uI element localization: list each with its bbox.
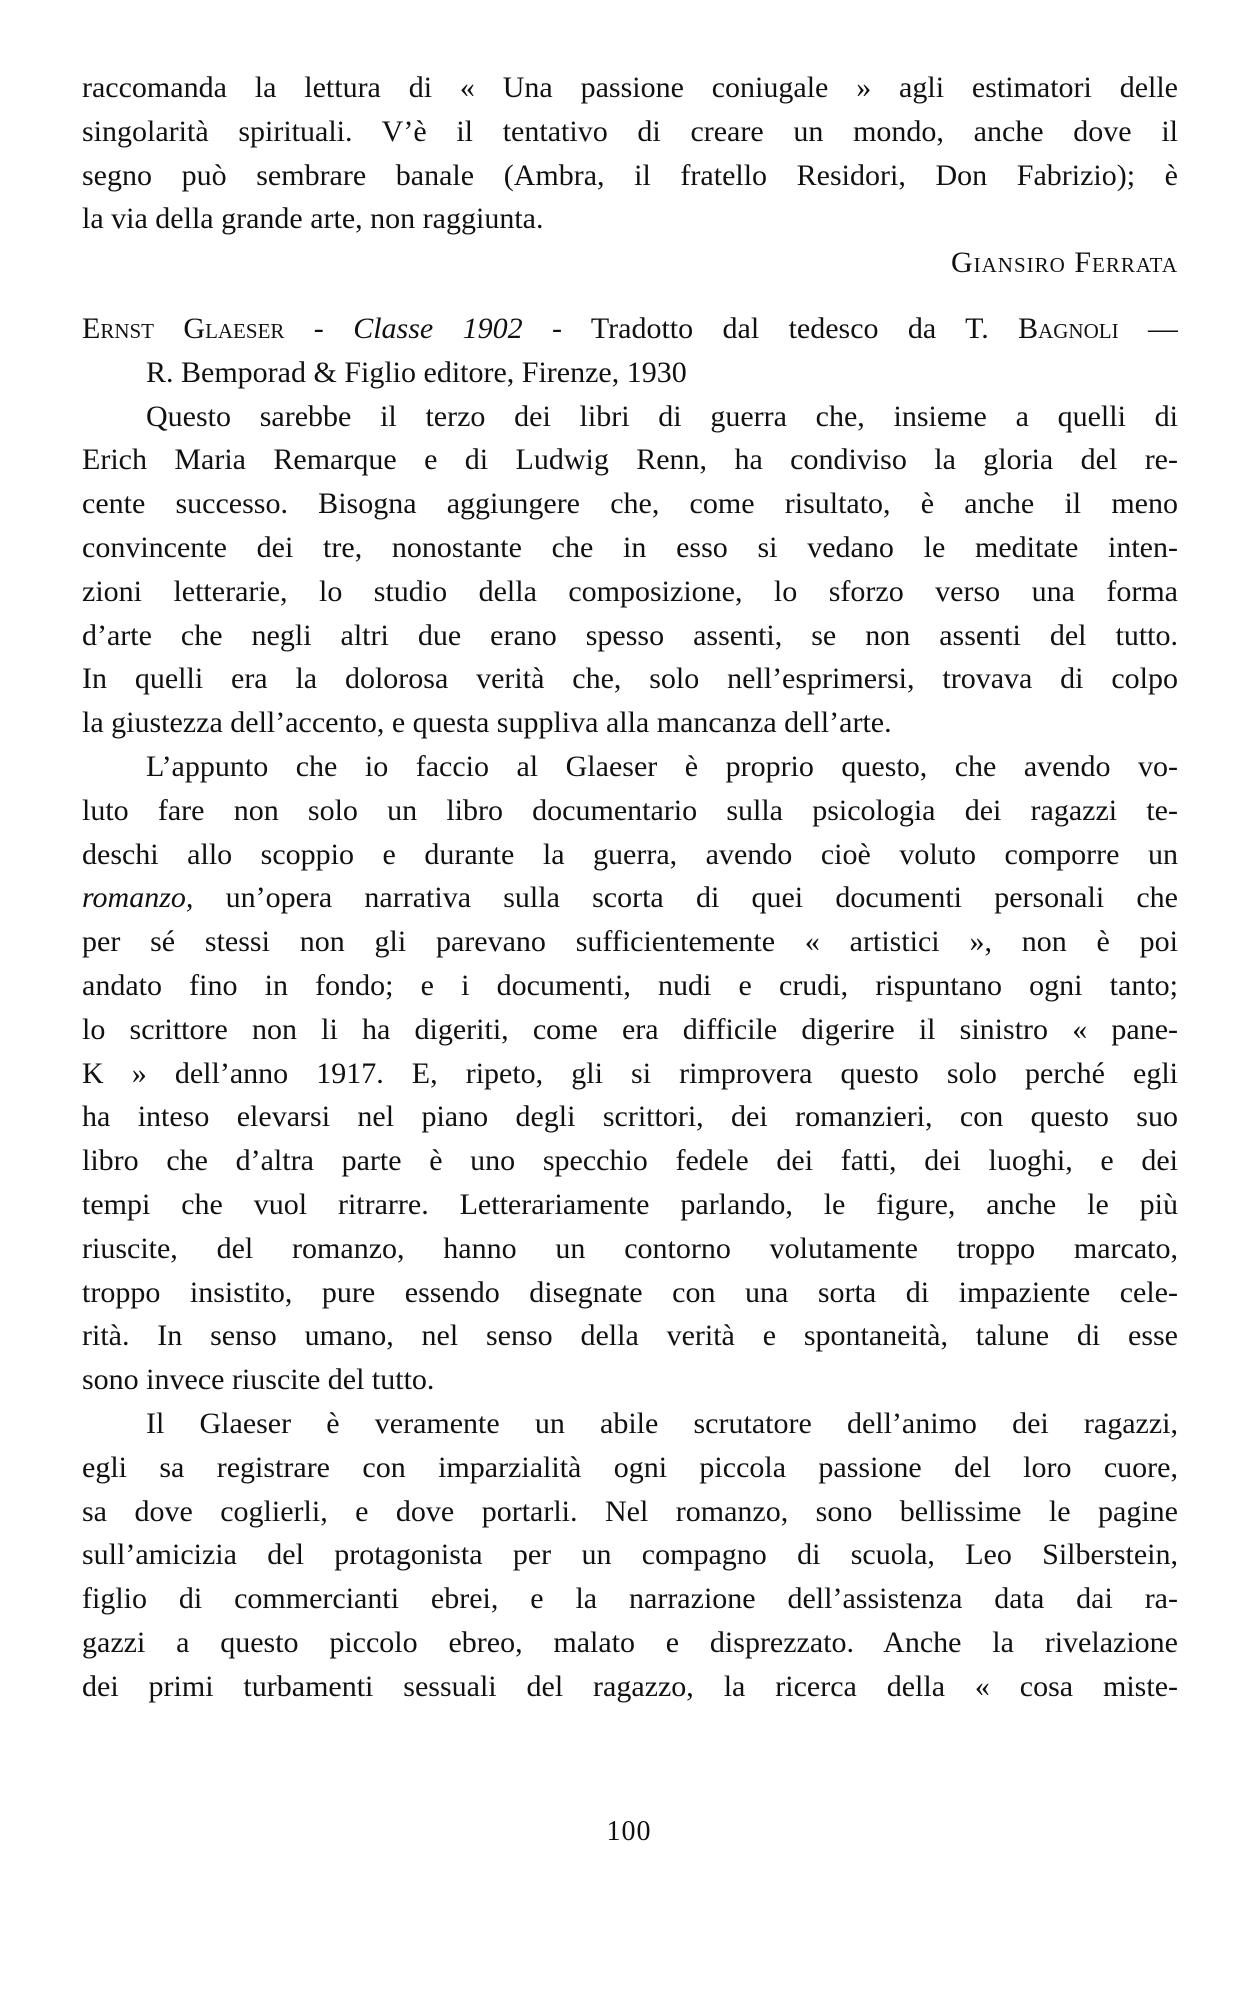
paragraph-3 — [82, 1402, 1178, 1709]
page-body — [82, 66, 1178, 1708]
text-line — [82, 876, 1178, 920]
text-line: egli sa registrare con imparzialità ogni piccola passione del loro cuore, — [82, 1450, 1178, 1484]
page-number: 100 — [606, 1816, 652, 1847]
text-line: tempi che vuol ritrarre. Letterariamente parlando, le figure, anche le più — [82, 1187, 1178, 1221]
text-line: singolarità spirituali. V’è il tentativo di creare un mondo, anche dove il — [82, 114, 1178, 148]
text-line: ha inteso elevarsi nel piano degli scrittori, dei romanzieri, con questo suo — [82, 1100, 1178, 1134]
text-line: Il Glaeser è veramente un abile scrutatore dell’animo dei ragazzi, — [146, 1406, 1178, 1440]
text-line: troppo insistito, pure essendo disegnate con una sorta di impaziente cele- — [82, 1275, 1178, 1309]
text-line: Erich Maria Remarque e di Ludwig Renn, ha condiviso la gloria del re- — [82, 443, 1178, 477]
review-publisher: R. Bemporad & Figlio editore, Firenze, 1930 — [146, 355, 687, 389]
text-line: la giustezza dell’accento, e questa suppliva alla mancanza dell’arte. — [82, 706, 892, 740]
text-line: segno può sembrare banale (Ambra, il fratello Residori, Don Fabrizio); è — [82, 158, 1178, 192]
text-line: In quelli era la dolorosa verità che, solo nell’esprimersi, trovava di colpo — [82, 662, 1178, 696]
review-separator: - — [284, 311, 354, 345]
text-line: d’arte che negli altri due erano spesso assenti, se non assenti del tutto. — [82, 618, 1178, 652]
signature: Giansiro Ferrata — [950, 246, 1178, 280]
text-line: figlio di commercianti ebrei, e la narrazione dell’assistenza data dai ra- — [82, 1582, 1178, 1616]
text-line: sull’amicizia del protagonista per un compagno di scuola, Leo Silberstein, — [82, 1538, 1178, 1572]
text-line: deschi allo scoppio e durante la guerra, avendo cioè voluto comporre un — [82, 837, 1178, 871]
review-book-title: Classe 1902 — [353, 311, 523, 345]
text-line: L’appunto che io faccio al Glaeser è proprio questo, che avendo vo- — [146, 749, 1178, 783]
text-line: convincente dei tre, nonostante che in esso si vedano le meditate inten- — [82, 530, 1178, 564]
text-line: zioni letterarie, lo studio della composizione, lo sforzo verso una forma — [82, 574, 1178, 608]
paragraph-2 — [82, 745, 1178, 1402]
text-span: un’opera narrativa sulla scorta di quei documenti personali che — [193, 881, 1178, 915]
review-author: Ernst Glaeser — [82, 311, 285, 345]
text-line: libro che d’altra parte è uno specchio fedele dei fatti, dei luoghi, e dei — [82, 1144, 1178, 1178]
text-line: dei primi turbamenti sessuali del ragazzo, la ricerca della « cosa miste- — [82, 1669, 1178, 1703]
text-line: K » dell’anno 1917. E, ripeto, gli si rimprovera questo solo perché egli — [82, 1056, 1178, 1090]
text-line: sa dove coglierli, e dove portarli. Nel romanzo, sono bellissime le pagine — [82, 1494, 1178, 1528]
text-line: Questo sarebbe il terzo dei libri di guerra che, insieme a quelli di — [146, 399, 1178, 433]
text-line: rità. In senso umano, nel senso della verità e spontaneità, talune di esse — [82, 1319, 1178, 1353]
review-heading — [82, 307, 1178, 395]
review-heading-line — [82, 307, 1178, 351]
text-line: luto fare non solo un libro documentario sulla psicologia dei ragazzi te- — [82, 793, 1178, 827]
text-line: riuscite, del romanzo, hanno un contorno volutamente troppo marcato, — [82, 1231, 1178, 1265]
text-line: sono invece riuscite del tutto. — [82, 1363, 435, 1397]
intro-paragraph — [82, 66, 1178, 241]
text-line: andato fino in fondo; e i documenti, nudi e crudi, rispuntano ogni tanto; — [82, 968, 1178, 1002]
text-line: per sé stessi non gli parevano sufficientemente « artistici », non è poi — [82, 925, 1178, 959]
paragraph-1 — [82, 395, 1178, 745]
text-line: gazzi a questo piccolo ebreo, malato e disprezzato. Anche la rivelazione — [82, 1625, 1178, 1659]
text-line: raccomanda la lettura di « Una passione coniugale » agli estimatori delle — [82, 71, 1178, 104]
review-translation-note: - Tradotto dal tedesco da T. — [522, 311, 1019, 345]
review-dash: — — [1118, 311, 1178, 345]
spacer — [82, 285, 1178, 307]
text-line: cente successo. Bisogna aggiungere che, come risultato, è anche il meno — [82, 487, 1178, 521]
text-line: la via della grande arte, non raggiunta. — [82, 202, 544, 236]
text-line: lo scrittore non li ha digeriti, come era difficile digerire il sinistro « pane- — [82, 1012, 1178, 1046]
review-translator: Bagnoli — [1018, 311, 1119, 345]
italic-word: romanzo, — [82, 881, 194, 915]
